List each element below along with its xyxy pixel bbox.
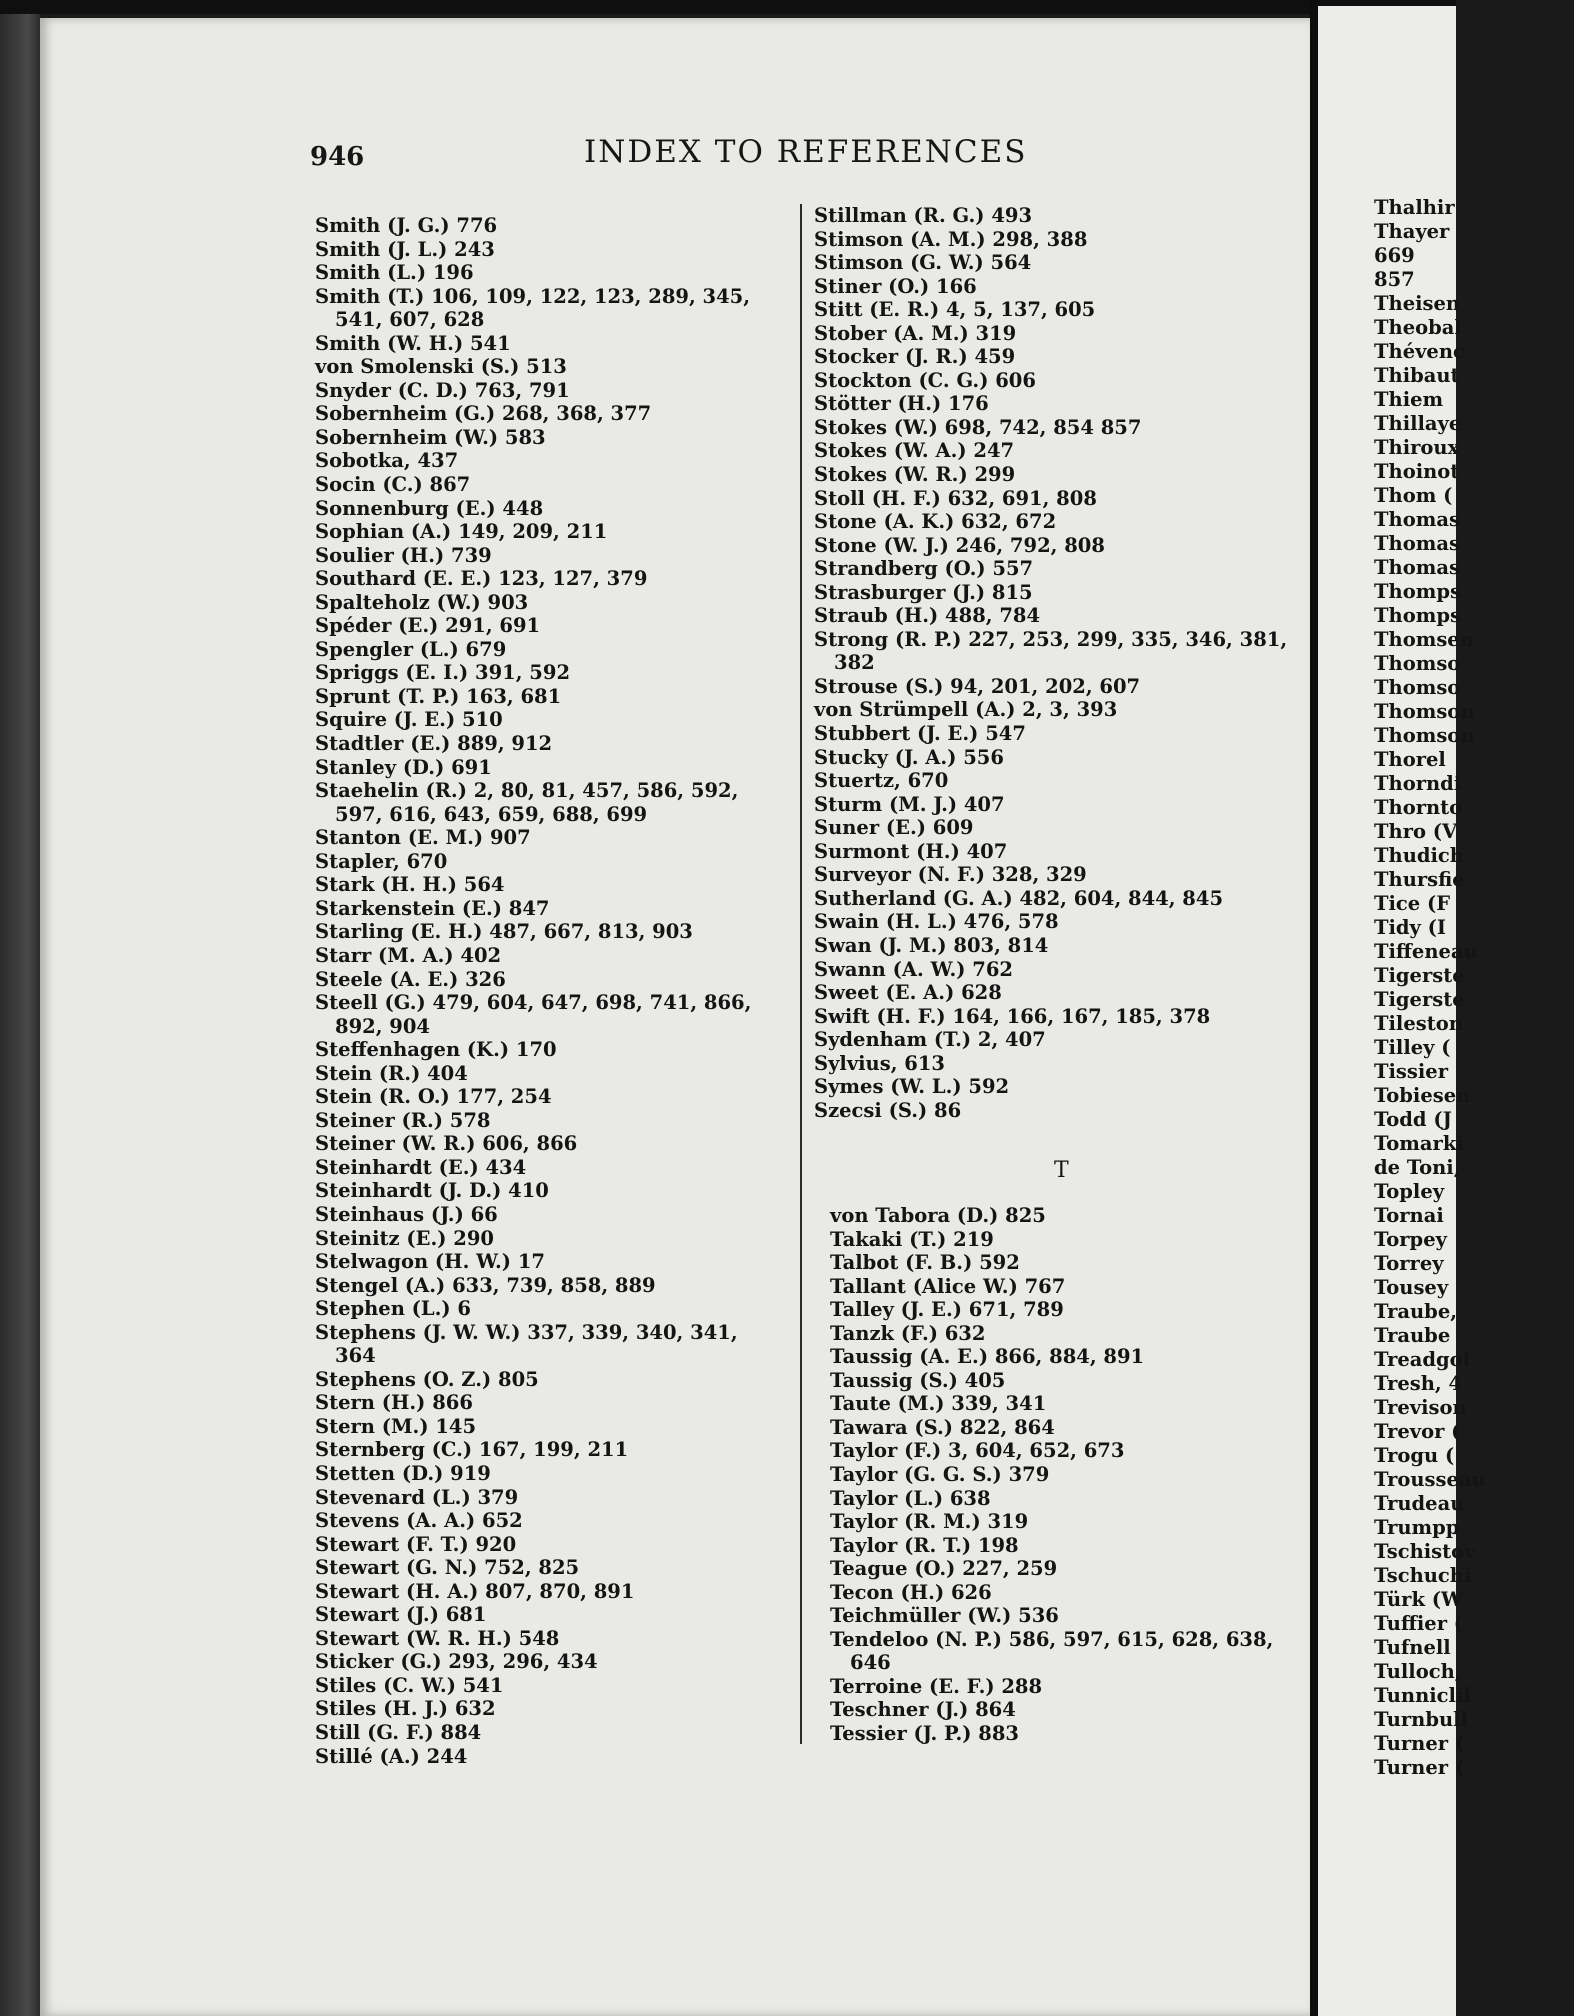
left-index-column [315, 214, 785, 1768]
index-entry: Tresh, 4 [1374, 1372, 1463, 1395]
index-entry: Sobotka, 437 [315, 449, 459, 473]
index-entry: Steinhardt (J. D.) 410 [315, 1179, 549, 1203]
index-entry: Stadtler (E.) 889, 912 [315, 732, 553, 756]
index-entry: von Strümpell (A.) 2, 3, 393 [814, 698, 1118, 722]
index-entry: Stark (H. H.) 564 [315, 873, 505, 897]
index-entry: Stein (R. O.) 177, 254 [315, 1085, 552, 1109]
index-entry: Steele (A. E.) 326 [315, 967, 506, 991]
scan-border-top [0, 0, 1456, 14]
index-entry: Stiles (H. J.) 632 [315, 1697, 496, 1721]
index-entry: Thibaut [1374, 364, 1460, 387]
index-entry: Stuertz, 670 [814, 769, 949, 793]
index-entry: Tuffier ( [1374, 1612, 1464, 1635]
index-entry: Taylor (R. M.) 319 [830, 1510, 1029, 1534]
book-spine [0, 0, 40, 2016]
index-entry: Theobal [1374, 316, 1462, 339]
index-entry: Todd (J [1374, 1108, 1452, 1131]
index-entry: Thalhir [1374, 196, 1455, 219]
index-entry: Swift (H. F.) 164, 166, 167, 185, 378 [814, 1004, 1211, 1028]
index-entry: Stockton (C. G.) 606 [814, 368, 1036, 392]
index-entry: Steiner (W. R.) 606, 866 [315, 1132, 578, 1156]
index-entry: Stephens (O. Z.) 805 [315, 1367, 539, 1391]
index-entry: Thomps [1374, 580, 1461, 603]
index-entry: Sylvius, 613 [814, 1051, 945, 1075]
index-entry: Still (G. F.) 884 [315, 1721, 482, 1744]
index-entry: Steinitz (E.) 290 [315, 1226, 494, 1250]
index-entry: Stewart (H. A.) 807, 870, 891 [315, 1579, 635, 1603]
index-entry: Thayer [1374, 220, 1450, 243]
index-entry: Turner ( [1374, 1756, 1465, 1779]
index-entry: Thorndi [1374, 772, 1462, 795]
index-entry: Thomsen [1374, 628, 1474, 651]
index-entry: Stanley (D.) 691 [315, 755, 492, 779]
index-entry: Thomas [1374, 532, 1460, 555]
index-entry: Trudeau [1374, 1492, 1465, 1515]
index-entry: Sweet (E. A.) 628 [814, 981, 1002, 1005]
index-entry: Turnbull [1374, 1708, 1468, 1731]
index-entry: Thoinot [1374, 460, 1460, 483]
index-entry: Stone (A. K.) 632, 672 [814, 510, 1057, 534]
index-entry: Starkenstein (E.) 847 [315, 896, 550, 920]
column-divider [800, 204, 802, 1744]
index-entry: Stapler, 670 [315, 849, 448, 873]
index-entry: Steiner (R.) 578 [315, 1108, 491, 1132]
index-entry: Trousseau [1374, 1468, 1486, 1491]
index-entry: Stein (R.) 404 [315, 1061, 468, 1085]
middle-index-column [814, 204, 1294, 1122]
index-entry: Terroine (E. F.) 288 [830, 1674, 1043, 1698]
index-entry: Stober (A. M.) 319 [814, 321, 1017, 345]
index-entry: Tobiesen [1374, 1084, 1471, 1107]
middle-index-column-t [830, 1204, 1300, 1746]
index-entry: Suner (E.) 609 [814, 816, 974, 840]
index-entry: Taussig (S.) 405 [830, 1368, 1006, 1392]
index-entry: Thomso [1374, 652, 1461, 675]
index-entry: Tanzk (F.) 632 [830, 1321, 986, 1345]
index-entry: Thomps [1374, 604, 1461, 627]
index-entry: Stötter (H.) 176 [814, 392, 989, 416]
index-entry: Tousey [1374, 1276, 1449, 1299]
index-entry: Tallant (Alice W.) 767 [830, 1274, 1066, 1298]
index-entry: Sternberg (C.) 167, 199, 211 [315, 1438, 629, 1462]
index-entry: Stewart (G. N.) 752, 825 [315, 1556, 580, 1580]
index-entry: Stern (H.) 866 [315, 1391, 473, 1415]
index-entry: Thiroux [1374, 436, 1460, 459]
index-entry: Thillaye [1374, 412, 1462, 435]
index-entry: Tawara (S.) 822, 864 [830, 1415, 1055, 1439]
index-entry: Talbot (F. B.) 592 [830, 1251, 1020, 1275]
index-entry: Steinhardt (E.) 434 [315, 1155, 527, 1179]
index-entry: Smith (L.) 196 [315, 261, 474, 285]
index-entry: Southard (E. E.) 123, 127, 379 [315, 567, 648, 591]
index-entry: Stengel (A.) 633, 739, 858, 889 [315, 1273, 656, 1297]
index-entry: Steffenhagen (K.) 170 [315, 1038, 557, 1062]
index-entry: Starr (M. A.) 402 [315, 943, 502, 967]
index-entry: Tufnell [1374, 1636, 1451, 1659]
index-entry: Stewart (F. T.) 920 [315, 1532, 517, 1556]
index-entry: Spéder (E.) 291, 691 [315, 614, 541, 638]
index-entry: Talley (J. E.) 671, 789 [830, 1298, 1064, 1322]
index-entry: Tidy (I [1374, 916, 1447, 939]
index-entry: Tigerste [1374, 988, 1465, 1011]
index-entry: Szecsi (S.) 86 [814, 1098, 962, 1122]
index-entry: Stetten (D.) 919 [315, 1461, 491, 1485]
index-entry: Stevenard (L.) 379 [315, 1485, 519, 1509]
index-entry: Takaki (T.) 219 [830, 1227, 994, 1251]
index-entry: Stokes (W.) 698, 742, 854 857 [814, 415, 1142, 439]
index-entry: Surveyor (N. F.) 328, 329 [814, 863, 1087, 887]
index-entry: Sprunt (T. P.) 163, 681 [315, 684, 562, 708]
index-entry: Taylor (R. T.) 198 [830, 1533, 1019, 1557]
index-entry: Squire (J. E.) 510 [315, 708, 503, 732]
index-entry: Teague (O.) 227, 259 [830, 1557, 1058, 1581]
index-entry: Trevison [1374, 1396, 1467, 1419]
index-entry: Stewart (W. R. H.) 548 [315, 1626, 560, 1650]
index-entry: Taylor (L.) 638 [830, 1486, 991, 1510]
index-entry: Thévenc [1374, 340, 1465, 363]
index-entry: Trevor ( [1374, 1420, 1461, 1443]
index-entry: Stillman (R. G.) 493 [814, 204, 1033, 227]
index-entry: Torpey [1374, 1228, 1447, 1251]
index-entry: Traube [1374, 1324, 1451, 1347]
index-entry: Tigerste [1374, 964, 1465, 987]
index-entry: Topley [1374, 1180, 1445, 1203]
index-entry: Smith (J. L.) 243 [315, 237, 495, 261]
index-entry: Tomarki [1374, 1132, 1464, 1155]
index-entry: 669 [1374, 244, 1415, 267]
running-title: INDEX TO REFERENCES [584, 134, 1028, 170]
index-entry: Stiner (O.) 166 [814, 274, 977, 298]
index-entry: Smith (J. G.) 776 [315, 214, 498, 237]
index-entry: Stern (M.) 145 [315, 1414, 477, 1438]
index-entry: Sticker (G.) 293, 296, 434 [315, 1650, 598, 1674]
page-gutter [1310, 0, 1318, 2016]
index-entry: Smith (T.) 106, 109, 122, 123, 289, 345, 541, 607, 628 [315, 284, 751, 332]
index-entry: Taute (M.) 339, 341 [830, 1392, 1047, 1416]
page-number: 946 [310, 142, 365, 172]
index-entry: Thomson [1374, 700, 1475, 723]
page-header [310, 134, 1028, 174]
index-entry: Thomson [1374, 724, 1475, 747]
index-entry: Strasburger (J.) 815 [814, 580, 1033, 604]
index-entry: Turner ( [1374, 1732, 1465, 1755]
index-entry: Symes (W. L.) 592 [814, 1075, 1010, 1099]
index-entry: Stubbert (J. E.) 547 [814, 722, 1026, 746]
index-entry: Strouse (S.) 94, 201, 202, 607 [814, 674, 1141, 698]
index-entry: Stephens (J. W. W.) 337, 339, 340, 341, 364 [315, 1320, 738, 1368]
index-entry: Spengler (L.) 679 [315, 637, 507, 661]
index-entry: Stimson (G. W.) 564 [814, 251, 1032, 275]
index-entry: Sonnenburg (E.) 448 [315, 496, 544, 520]
index-entry: Sophian (A.) 149, 209, 211 [315, 520, 608, 544]
index-entry: Swan (J. M.) 803, 814 [814, 933, 1049, 957]
index-entry: Thomso [1374, 676, 1461, 699]
index-entry: Stelwagon (H. W.) 17 [315, 1250, 545, 1274]
index-entry: Steell (G.) 479, 604, 647, 698, 741, 866, 892, 904 [315, 991, 752, 1038]
index-entry: Taussig (A. E.) 866, 884, 891 [830, 1345, 1145, 1369]
index-entry: Sutherland (G. A.) 482, 604, 844, 845 [814, 886, 1224, 910]
index-entry: Stone (W. J.) 246, 792, 808 [814, 533, 1105, 557]
index-entry: Tecon (H.) 626 [830, 1580, 992, 1604]
index-entry: Strong (R. P.) 227, 253, 299, 335, 346, 381, 382 [814, 627, 1288, 675]
index-entry: Tschistov [1374, 1540, 1476, 1563]
index-entry: Snyder (C. D.) 763, 791 [315, 378, 570, 402]
next-page-column [1374, 196, 1574, 1780]
index-entry: Stewart (J.) 681 [315, 1603, 487, 1627]
index-entry: Sobernheim (W.) 583 [315, 425, 546, 449]
index-entry: Sobernheim (G.) 268, 368, 377 [315, 402, 652, 426]
index-entry: Stimson (A. M.) 298, 388 [814, 227, 1088, 251]
index-entry: Steinhaus (J.) 66 [315, 1202, 498, 1226]
index-entry: Tilley ( [1374, 1036, 1451, 1059]
index-entry: Tornai [1374, 1204, 1444, 1227]
index-entry: Treadgol [1374, 1348, 1471, 1371]
index-entry: Torrey [1374, 1252, 1444, 1275]
index-entry: Stephen (L.) 6 [315, 1297, 471, 1321]
index-entry: Trogu ( [1374, 1444, 1455, 1467]
index-entry: Stitt (E. R.) 4, 5, 137, 605 [814, 298, 1096, 322]
index-entry: Thro (V [1374, 820, 1458, 843]
index-entry: Tulloch, [1374, 1660, 1462, 1683]
index-entry: Thom ( [1374, 484, 1453, 507]
index-entry: Smith (W. H.) 541 [315, 331, 511, 355]
index-entry: Thiem [1374, 388, 1444, 411]
index-entry: Thudich [1374, 844, 1464, 867]
index-entry: Socin (C.) 867 [315, 473, 471, 497]
index-entry: Traube, [1374, 1300, 1458, 1323]
index-entry: Stokes (W. R.) 299 [814, 463, 1016, 487]
index-entry: Starling (E. H.) 487, 667, 813, 903 [315, 920, 693, 944]
index-entry: Thomas [1374, 556, 1460, 579]
index-entry: von Smolenski (S.) 513 [315, 355, 567, 379]
index-entry: Tissier [1374, 1060, 1448, 1083]
index-entry: Tendeloo (N. P.) 586, 597, 615, 628, 638, 646 [830, 1627, 1274, 1675]
index-entry: de Toni, [1374, 1156, 1461, 1179]
index-entry: Staehelin (R.) 2, 80, 81, 457, 586, 592, 597, 616, 643, 659, 688, 699 [315, 779, 739, 826]
index-entry: Stoll (H. F.) 632, 691, 808 [814, 486, 1097, 510]
index-entry: Strandberg (O.) 557 [814, 557, 1034, 581]
index-entry: Taylor (F.) 3, 604, 652, 673 [830, 1439, 1125, 1463]
index-entry: Stiles (C. W.) 541 [315, 1673, 504, 1697]
index-entry: Stevens (A. A.) 652 [315, 1509, 523, 1533]
index-entry: Tice (F [1374, 892, 1451, 915]
index-entry: Swann (A. W.) 762 [814, 957, 1013, 981]
index-entry: Swain (H. L.) 476, 578 [814, 910, 1059, 934]
index-entry: Spriggs (E. I.) 391, 592 [315, 661, 571, 685]
index-entry: Tessier (J. P.) 883 [830, 1722, 1019, 1746]
index-entry: Stucky (J. A.) 556 [814, 745, 1004, 769]
index-entry: Stokes (W. A.) 247 [814, 439, 1015, 463]
index-entry: Teschner (J.) 864 [830, 1698, 1016, 1722]
index-entry: Spalteholz (W.) 903 [315, 590, 529, 614]
index-entry: Tileston [1374, 1012, 1463, 1035]
index-entry: Türk (W [1374, 1588, 1463, 1611]
index-entry: Theisen [1374, 292, 1461, 315]
section-letter-t: T [1054, 1158, 1069, 1183]
index-entry: Stillé (A.) 244 [315, 1744, 468, 1768]
index-entry: Soulier (H.) 739 [315, 543, 492, 567]
index-entry: Tiffeneau [1374, 940, 1478, 963]
index-entry: Sydenham (T.) 2, 407 [814, 1028, 1046, 1052]
index-entry: Tschuchi [1374, 1564, 1472, 1587]
index-entry: Stocker (J. R.) 459 [814, 345, 1016, 369]
index-entry: Tunniclif [1374, 1684, 1472, 1707]
index-entry: Thornto [1374, 796, 1463, 819]
index-entry: Surmont (H.) 407 [814, 839, 1008, 863]
index-entry: Taylor (G. G. S.) 379 [830, 1463, 1050, 1487]
index-entry: Straub (H.) 488, 784 [814, 604, 1041, 628]
index-entry: von Tabora (D.) 825 [830, 1204, 1046, 1227]
index-entry: Teichmüller (W.) 536 [830, 1604, 1059, 1628]
index-entry: Thorel [1374, 748, 1446, 771]
index-entry: 857 [1374, 268, 1415, 291]
index-entry: Thomas [1374, 508, 1460, 531]
index-entry: Sturm (M. J.) 407 [814, 792, 1005, 816]
index-entry: Trumpp [1374, 1516, 1460, 1539]
index-entry: Thursfie [1374, 868, 1465, 891]
index-entry: Stanton (E. M.) 907 [315, 826, 531, 850]
